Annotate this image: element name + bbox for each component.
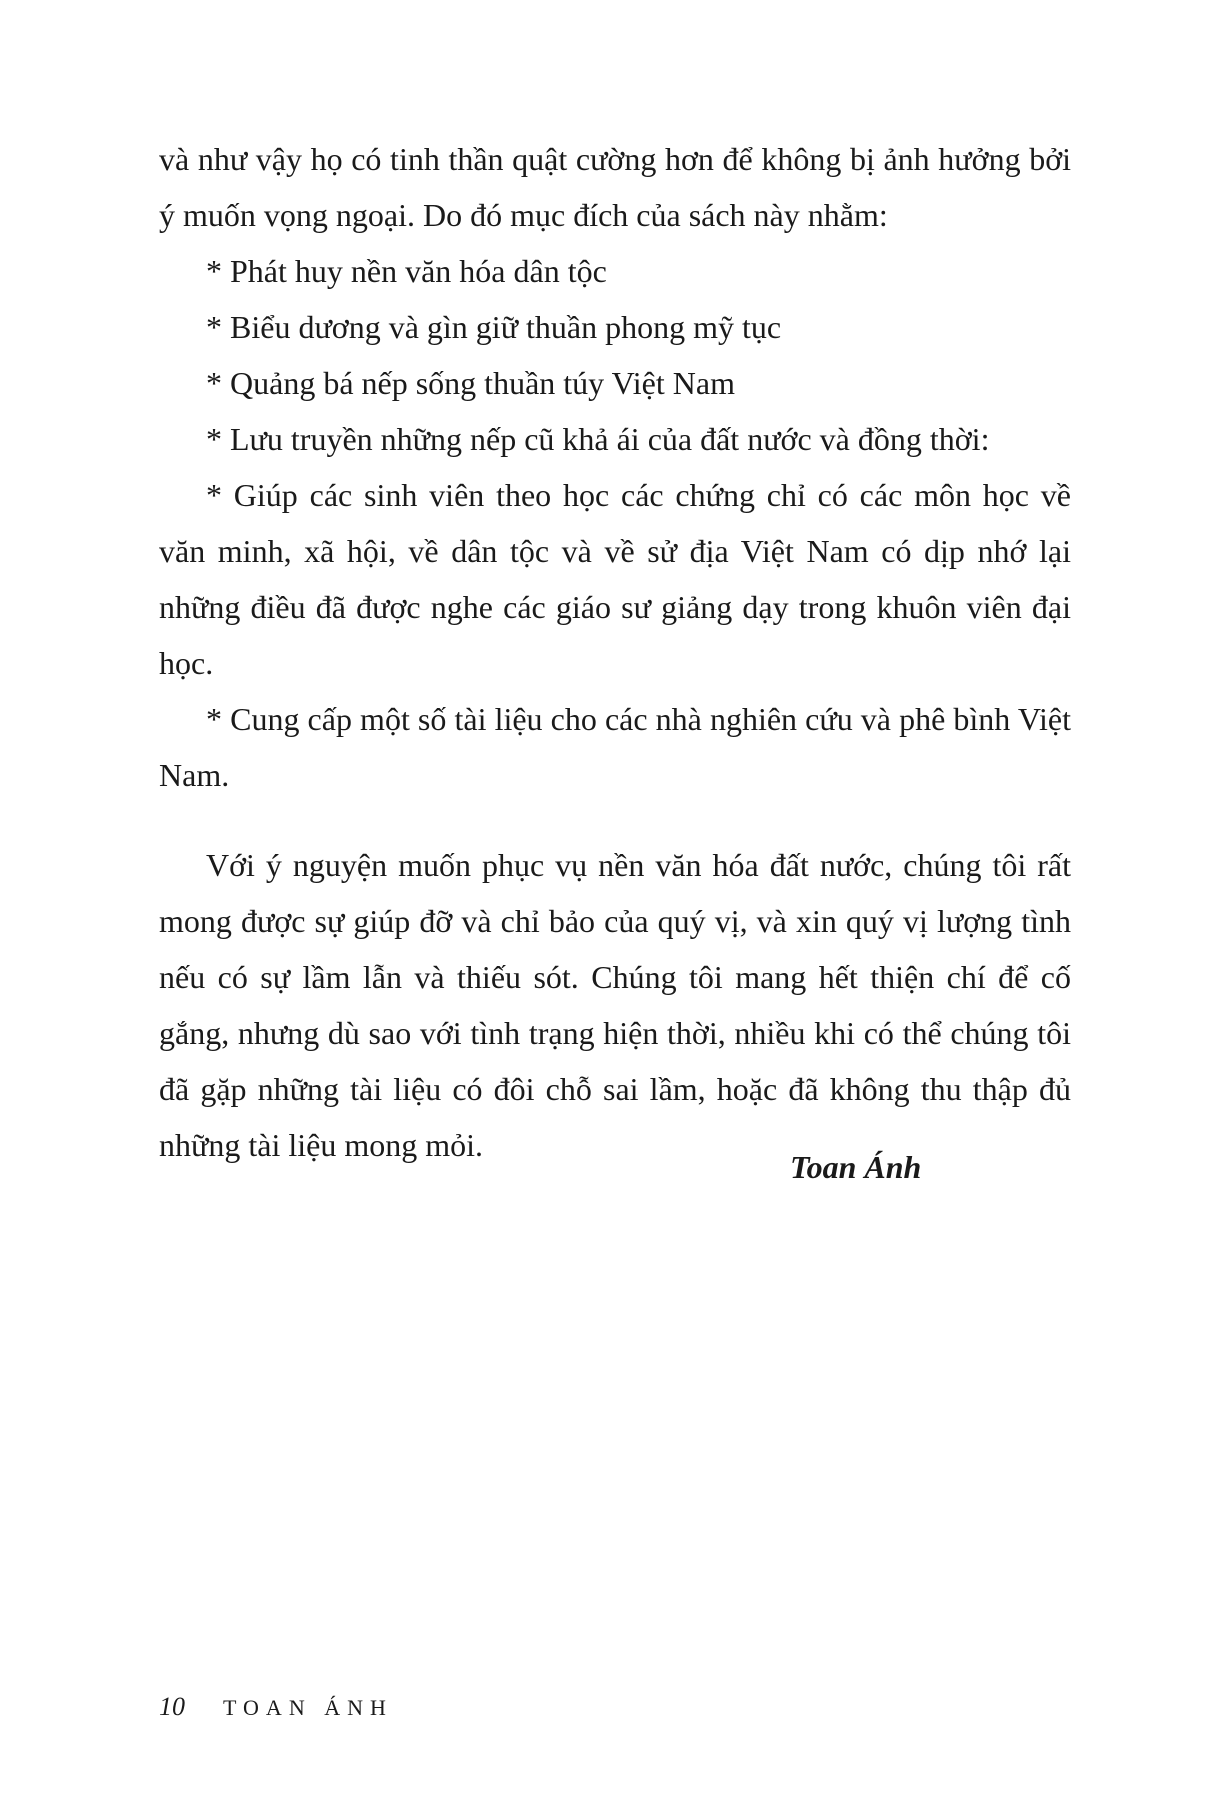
running-head: TOAN ÁNH — [223, 1695, 393, 1720]
page-number: 10 — [159, 1692, 185, 1721]
author-signature: Toan Ánh — [790, 1149, 922, 1185]
purpose-item-6: * Cung cấp một số tài liệu cho các nhà nghiên cứu và phê bình Việt Nam. — [159, 701, 1071, 793]
body-text — [159, 131, 1071, 1173]
purpose-item-5: * Giúp các sinh viên theo học các chứng chỉ có các môn học về văn minh, xã hội, về dân tộc và về sử địa Việt Nam có dịp nhớ lại những điều đã được nghe các giáo sư giảng dạy trong khuôn viên đại học. — [159, 477, 1071, 681]
page-footer — [159, 1689, 393, 1726]
closing-paragraph: Với ý nguyện muốn phục vụ nền văn hóa đất nước, chúng tôi rất mong được sự giúp đỡ và chỉ bảo của quý vị, và xin quý vị lượng tình nếu có sự lầm lẫn và thiếu sót. Chúng tôi mang hết thiện chí để cố gắng, nhưng dù sao với tình trạng hiện thời, nhiều khi có thể chúng tôi đã gặp những tài liệu có đôi chỗ sai lầm, hoặc đã không thu thập đủ những tài liệu mong mỏi. — [159, 847, 1071, 1163]
purpose-item-3: * Quảng bá nếp sống thuần túy Việt Nam — [206, 365, 735, 401]
purpose-item-1: * Phát huy nền văn hóa dân tộc — [206, 253, 607, 289]
purpose-item-2: * Biểu dương và gìn giữ thuần phong mỹ tục — [206, 309, 782, 345]
paragraph-spacer — [159, 803, 1071, 837]
intro-paragraph: và như vậy họ có tinh thần quật cường hơn để không bị ảnh hưởng bởi ý muốn vọng ngoại. Do đó mục đích của sách này nhằm: — [159, 141, 1071, 233]
purpose-item-4: * Lưu truyền những nếp cũ khả ái của đất nước và đồng thời: — [206, 421, 990, 457]
